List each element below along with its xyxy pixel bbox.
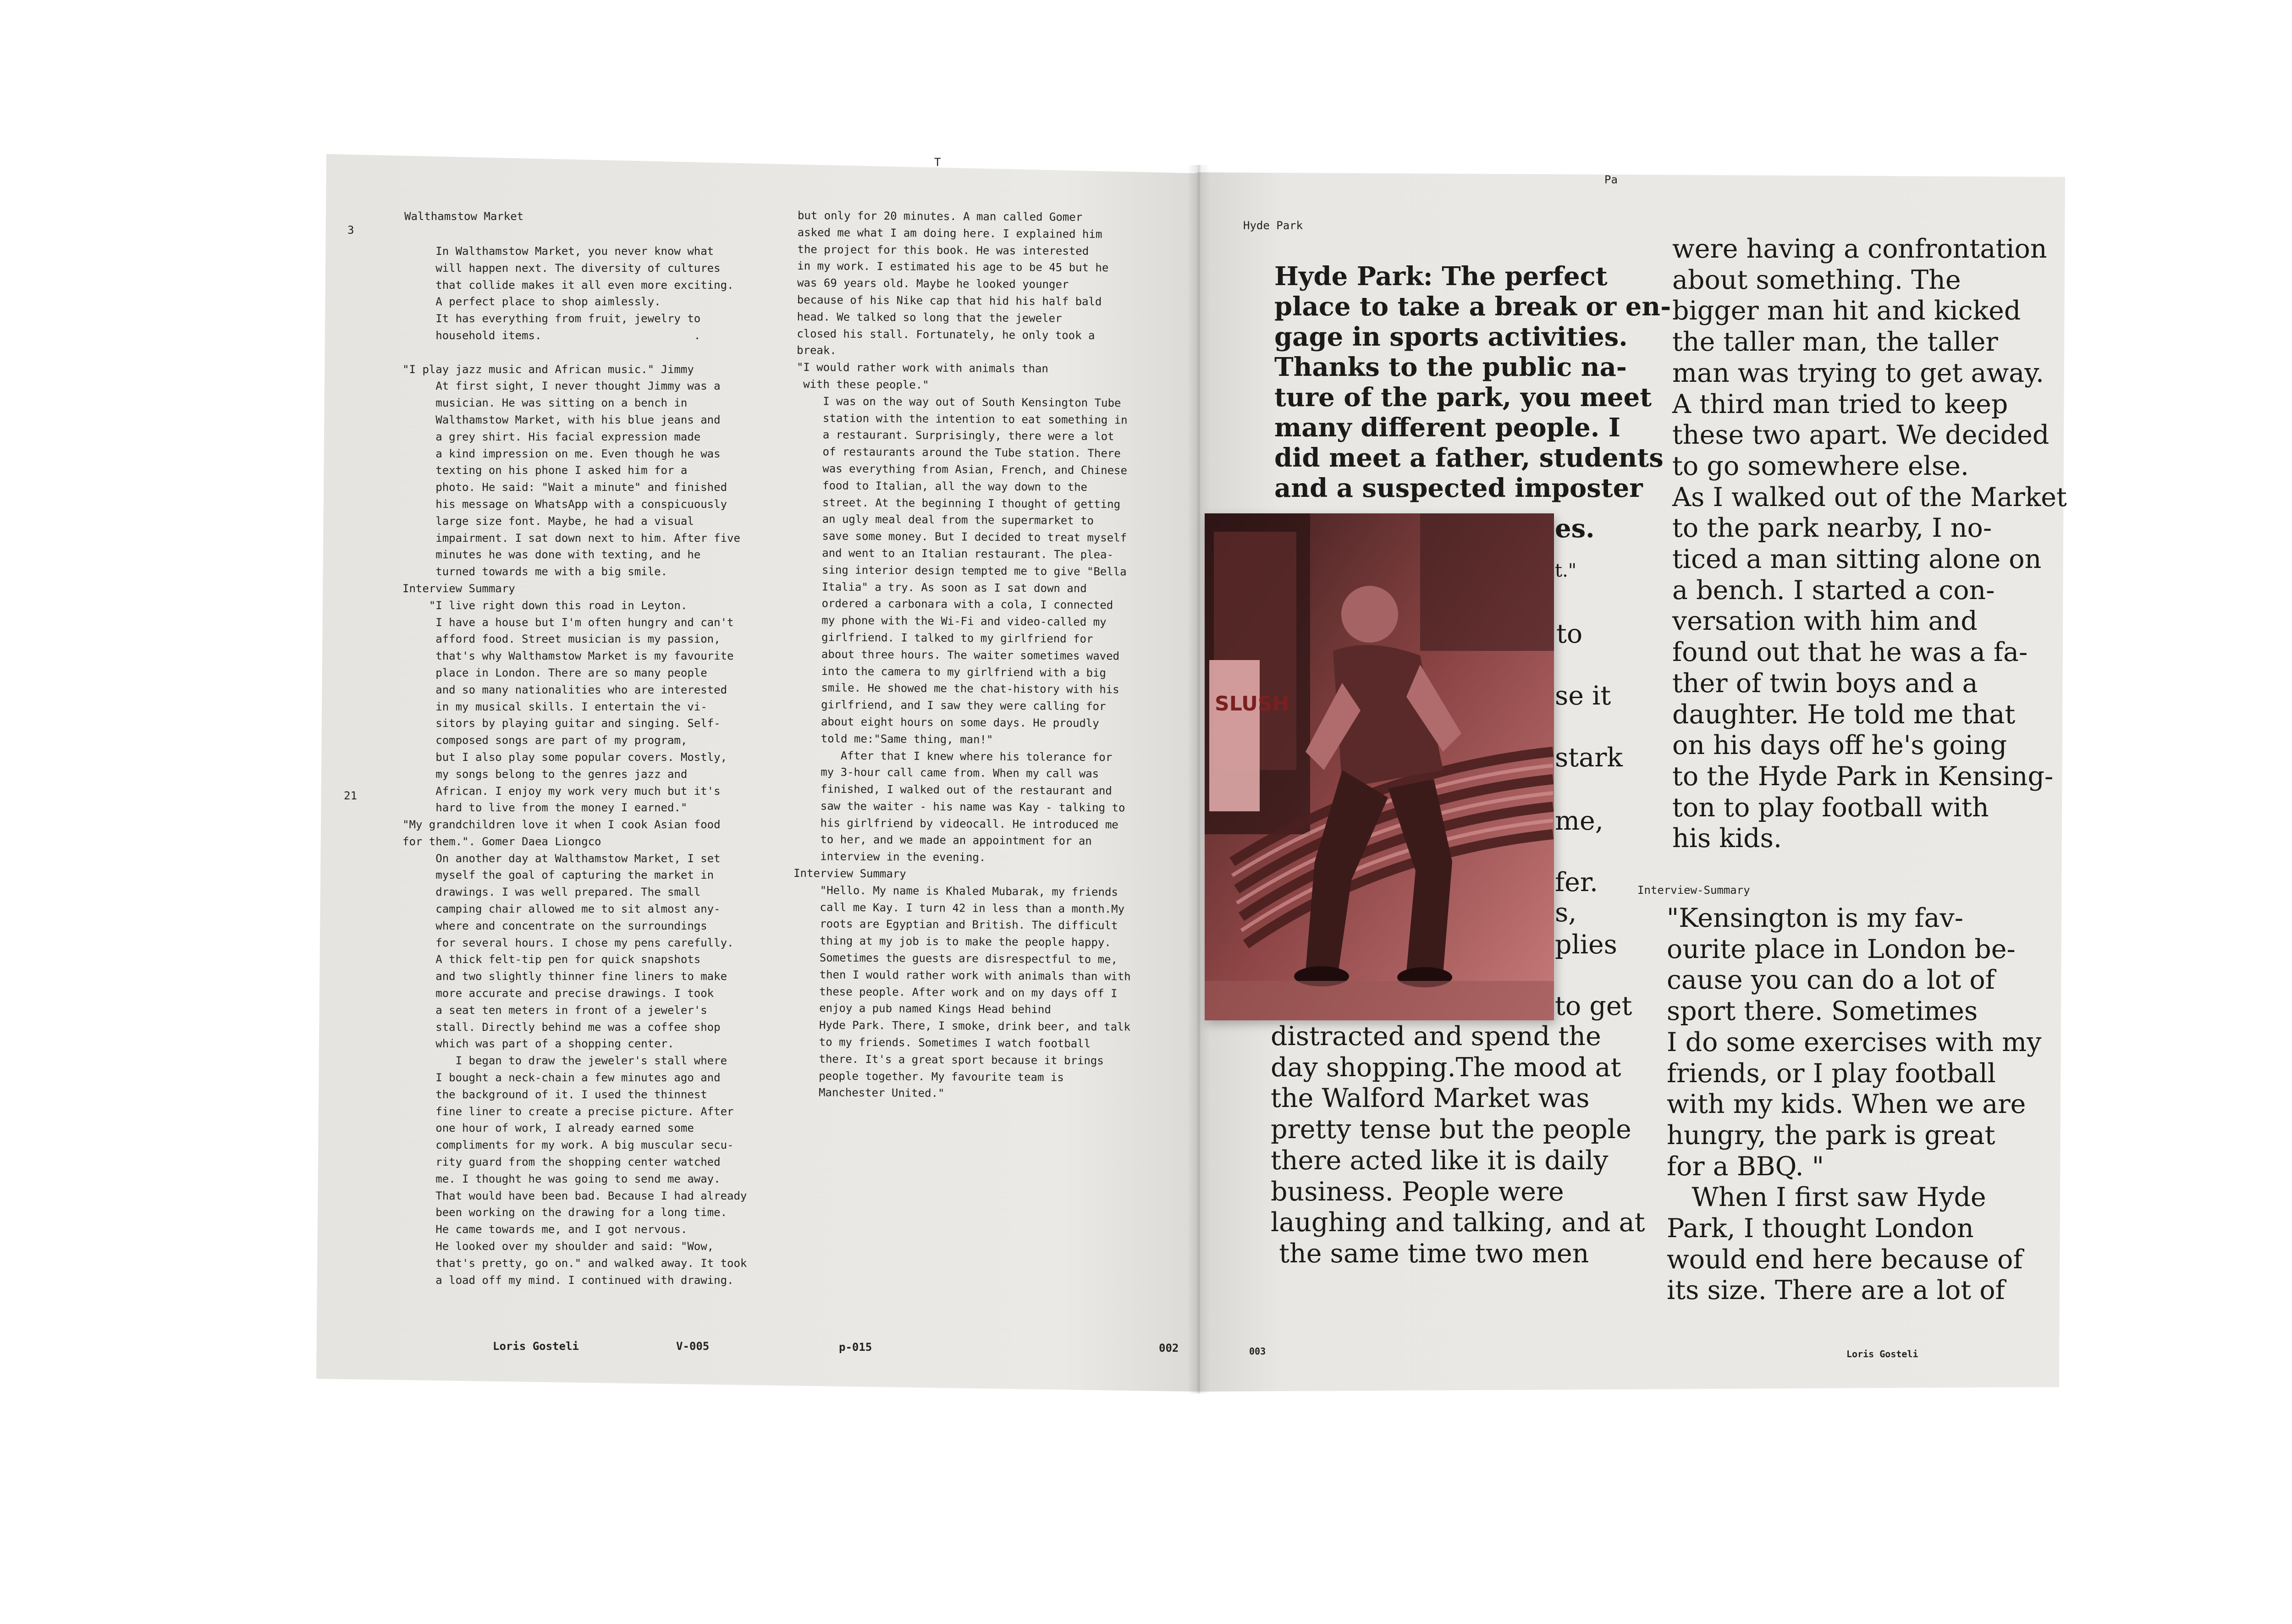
fragment-3: se it [1555,681,1611,711]
footer-page-number-right: 003 [1249,1346,1266,1357]
footer-author-right: Loris Gosteli [1846,1349,1918,1360]
left-section-title: Walthamstow Market [404,210,524,223]
margin-number-mid: 21 [344,789,357,802]
fragment-7: s, [1555,897,1577,928]
fragment-4: stark [1555,743,1623,773]
margin-number-top: 3 [347,224,354,237]
right-section-title: Hyde Park [1243,219,1303,232]
fragment-8: plies [1555,930,1617,960]
photo-illustration [1205,513,1554,1020]
footer-volume: V-005 [676,1340,710,1353]
header-marker: T [934,156,941,169]
fragment-6: fer. [1555,867,1598,897]
footer-author: Loris Gosteli [493,1340,579,1353]
header-marker-right: Pa [1604,173,1618,186]
footer-page-number-left: 002 [1159,1342,1179,1354]
photo-sign-text: SLUSH [1215,692,1289,716]
left-column-1-body: In Walthamstow Market, you never know what will happen next. The diversity of cultures that collide makes it all even more exciting. A perfect place to shop aimlessly. It has everything from fruit, jewelry to household items. . "I play jazz music and African music." Jimmy At first sight, I never thought Jimmy was a musician. He was sitting on a bench in Walthamstow Market, with his blue jeans and a grey shirt. His facial expression made a kind impression on me. Even though he was texting on his phone I asked him for a photo. He said: "Wait a minute" and finished his message on WhatsApp with a conspicuously large size font. Maybe, he had a visual impairment. I sat down next to him. After five minutes he was done with texting, and he turned towards me with a big smile. Interview Summary "I live right down this road in Leyton. I have a house but I'm often hungry and can't afford food. Street musician is my passion, that's why Walthamstow Market is my favourite place in London. There are so many people and so many nationalities who are interested in my musical skills. I entertain the vi- sitors by playing guitar and singing. Self- composed songs are part of my program, but I also play some popular covers. Mostly, my songs belong to the genres jazz and African. I enjoy my work very much but it's hard to live from the money I earned." "My grandchildren love it when I cook Asian food for them.". Gomer Daea Liongco On another day at Walthamstow Market, I set myself the goal of capturing the market in drawings. I was well prepared. The small camping chair allowed me to sit almost any- where and concentrate on the surroundings for several hours. I chose my pens carefully. A thick felt-tip pen for quick snapshots and two slightly thinner fine liners to make more accurate and precise drawings. I took a seat ten meters in front of a jeweler's stall. Directly behind me was a coffee shop which was part of a shopping center. I began to draw the jeweler's stall where I bought a neck-chain a few minutes ago and the background of it. I used the thinnest fine liner to create a precise picture. After one hour of work, I already earned some compliments for my work. A big muscular secu- rity guard from the shopping center watched me. I thought he was going to send me away. That would have been bad. Because I had already been working on the drawing for a long time. He came towards me, and I got nervous. He looked over my shoulder and said: "Wow, that's pretty, go on." and walked away. It took a load off my mind. I continued with drawing. [402,245,747,1287]
fragment-5: me, [1555,806,1603,836]
fragment-2: to [1556,619,1583,649]
heading-tail: es. [1555,513,1595,544]
interview-quote: "Kensington is my fav- ourite place in London be- cause you can do a lot of sport there. Sometimes I do some exercises with my friends, or I play football with my kids. When we are hungry, the park is great for a BBQ. " When I first saw Hyde Park, I thought London would end here because of its size. There are a lot of [1667,903,2042,1306]
fragment-1: t." [1555,560,1577,581]
duotone-photo-man-on-bench [1205,513,1554,1020]
left-column-2-body: but only for 20 minutes. A man called Gomer asked me what I am doing here. I explained him the project for this book. He was interested in my work. I estimated his age to be 45 but he was 69 years old. Maybe he looked younger because of his Nike cap that hid his half bald head. We talked so long that the jeweler closed his stall. Fortunately, he only took a break. "I would rather work with animals than with these people." I was on the way out of South Kensington Tube station with the intention to eat something in a restaurant. Surprisingly, there were a lot of restaurants around the Tube station. There was everything from Asian, French, and Chinese food to Italian, all the way down to the street. At the beginning I thought of getting an ugly meal deal from the supermarket to save some money. But I decided to treat myself and went to an Italian restaurant. The plea- sing interior design tempted me to give "Bella Italia" a try. As soon as I sat down and ordered a carbonara with a cola, I connected my phone with the Wi-Fi and video-called my girlfriend. I talked to my girlfriend for about three hours. The waiter sometimes waved into the camera to my girlfriend with a big smile. He showed me the chat-history with his girlfriend, and I saw they were calling for about eight hours on some days. He proudly told me:"Same thing, man!" After that I knew where his tolerance for my 3-hour call came from. When my call was finished, I walked out of the restaurant and saw the waiter - his name was Kay - talking to his girlfriend by videocall. He introduced me to her, and we made an appointment for an interview in the evening. Interview Summary "Hello. My name is Khaled Mubarak, my friends call me Kay. I turn 42 in less than a month.My roots are Egyptian and British. The difficult thing at my job is to make the people happy. Sometimes the guests are disrespectful to me, then I would rather work with animals than with these people. After work and on my days off I enjoy a pub named Kings Head behind Hyde Park. There, I smoke, drink beer, and talk to my friends. Sometimes I watch football there. It's a great sport because it brings people together. My favourite team is Manchester United." [792,209,1131,1100]
footer-p-number: p-015 [839,1341,872,1354]
right-column-1-lower: distracted and spend the day shopping.The mood at the Walford Market was pretty tense but the people there acted like it is daily business. People were laughing and talking, and at the same time two men [1271,1021,1645,1269]
interview-summary-label: Interview-Summary [1637,884,1750,897]
article-lead-heading: Hyde Park: The perfect place to take a break or en- gage in sports activities. Thanks to the public na- ture of the park, you meet many different people. I did meet a father, students and a suspected imposter [1274,261,1671,503]
fragment-9: to get [1555,991,1632,1021]
right-column-2-body: were having a confrontation about something. The bigger man hit and kicked the taller man, the taller man was trying to get away. A third man tried to keep these two apart. We decided to go somewhere else. As I walked out of the Market to the park nearby, I no- ticed a man sitting alone on a bench. I started a con- versation with him and found out that he was a fa- ther of twin boys and a daughter. He told me that on his days off he's going to the Hyde Park in Kensing- ton to play football with his kids. [1672,234,2067,854]
